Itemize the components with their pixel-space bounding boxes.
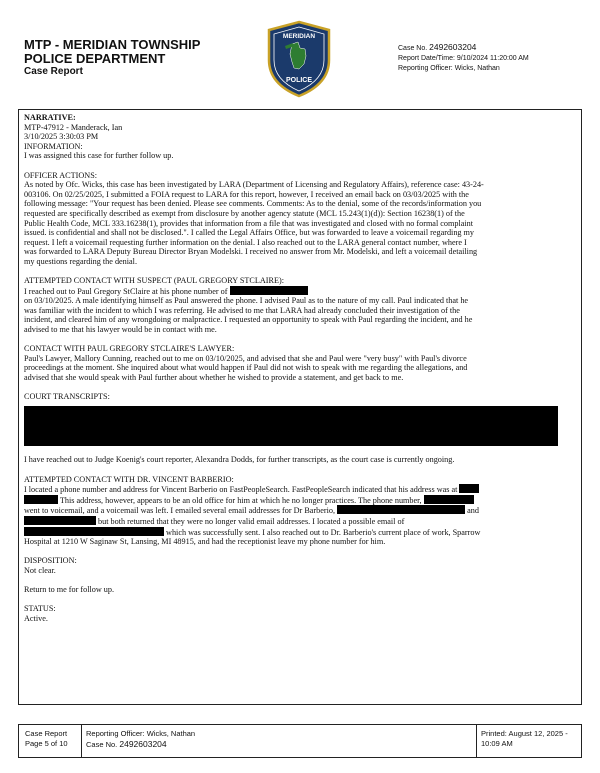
redaction-bar bbox=[24, 495, 58, 504]
disposition-note: Return to me for follow up. bbox=[24, 585, 115, 595]
narrative-datetime: 3/10/2025 3:30:03 PM bbox=[24, 132, 99, 142]
officer-actions-line: request. I left a voicemail requesting further information on the denial. I also reached out to the LARA general contact number, where I bbox=[24, 237, 467, 247]
suspect-contact-line bbox=[24, 286, 576, 297]
barberio-contact-heading: ATTEMPTED CONTACT WITH DR. VINCENT BARBERIO: bbox=[24, 474, 234, 484]
footer-officer-label: Reporting Officer: bbox=[86, 729, 145, 738]
court-transcripts-text: I have reached out to Judge Koenig's court reporter, Alexandra Dodds, for further transcripts, as the court case is currently ongoing. bbox=[24, 455, 455, 465]
seal-top-text: MERIDIAN bbox=[282, 33, 316, 40]
barberio-text: and bbox=[467, 506, 479, 516]
police-seal-icon bbox=[265, 20, 333, 98]
status-value: Active. bbox=[24, 613, 48, 623]
redaction-block bbox=[24, 406, 558, 446]
footer-divider bbox=[81, 725, 82, 757]
barberio-line bbox=[24, 516, 576, 527]
footer-doc-type: Case Report bbox=[25, 729, 68, 738]
redaction-bar bbox=[337, 505, 465, 514]
barberio-text: went to voicemail, and a voicemail was left. I emailed several email addresses for Dr Barberio, bbox=[24, 506, 336, 516]
case-no-label: Case No. bbox=[398, 45, 428, 52]
redaction-bar bbox=[424, 495, 474, 504]
officer-actions-line: As noted by Ofc. Wicks, this case has been investigated by LARA (Department of Licensing and Regulatory Affairs), reference case: 43-24- bbox=[24, 180, 484, 190]
status-heading: STATUS: bbox=[24, 604, 56, 614]
narrative-heading: NARRATIVE: bbox=[24, 113, 76, 122]
footer-officer-cell bbox=[86, 725, 386, 757]
case-meta bbox=[398, 42, 529, 74]
reporting-officer-value: Wicks, Nathan bbox=[454, 65, 500, 72]
reporting-officer-label: Reporting Officer: bbox=[398, 65, 453, 72]
footer-page-number: Page 5 of 10 bbox=[25, 739, 68, 748]
footer-case-label: Case No. bbox=[86, 740, 118, 749]
suspect-contact-line: on 03/10/2025. A male identifying himself as Paul answered the phone. I advised Paul as to the nature of my call. Paul indicated that he bbox=[24, 296, 469, 306]
disposition-heading: DISPOSITION: bbox=[24, 556, 77, 566]
redaction-bar bbox=[459, 484, 479, 493]
seal-bottom-text: POLICE bbox=[285, 77, 313, 84]
agency-line-2: POLICE DEPARTMENT bbox=[24, 51, 166, 66]
redaction-bar bbox=[24, 527, 164, 536]
page-footer bbox=[18, 724, 582, 758]
officer-actions-line: 003106. On 02/25/2025, I submitted a FOIA request to LARA for this report, however, I received an email back on 03/03/2025 with the bbox=[24, 189, 469, 199]
narrative-content bbox=[24, 113, 576, 624]
agency-name bbox=[24, 38, 200, 66]
suspect-contact-line1: I reached out to Paul Gregory StClaire at his phone number of bbox=[24, 286, 228, 296]
court-transcripts-heading: COURT TRANSCRIPTS: bbox=[24, 392, 110, 402]
barberio-line: Hospital at 1210 W Saginaw St, Lansing, MI 48915, and had the receptionist leave my phone number for him. bbox=[24, 537, 386, 547]
disposition-value: Not clear. bbox=[24, 565, 56, 575]
officer-actions-line: following message: "Your request has been denied. Please see comments. Comments: As to the denial, some of the records/information you bbox=[24, 199, 482, 209]
footer-officer-value: Wicks, Nathan bbox=[146, 729, 196, 738]
suspect-contact-line: advised to me that his lawyer would be in contact with me. bbox=[24, 325, 217, 335]
information-heading: INFORMATION: bbox=[24, 141, 83, 151]
lawyer-contact-line: Paul's Lawyer, Mallory Cunning, reached out to me on 03/10/2025, and advised that she and Paul were "very busy" with Paul's divorce bbox=[24, 353, 467, 363]
redaction-bar bbox=[24, 516, 96, 525]
barberio-text: This address, however, appears to be an old office for him at which he no longer practices. The phone number, bbox=[58, 495, 422, 505]
officer-actions-line: my questions regarding the denial. bbox=[24, 256, 138, 266]
doc-type-label: Case Report bbox=[24, 66, 83, 77]
barberio-line bbox=[24, 527, 576, 538]
officer-actions-line: requested are specifically described as exempt from disclosure by another agency statute (MCL 15.243(1)(d)): Section 16238(1) of the bbox=[24, 208, 465, 218]
lawyer-contact-line: advised that she would speak with Paul further about whether he wished to provide a statement, and get back to me. bbox=[24, 373, 404, 383]
case-number-row bbox=[398, 42, 529, 54]
barberio-line bbox=[24, 505, 576, 516]
lawyer-contact-heading: CONTACT WITH PAUL GREGORY STCLAIRE'S LAWYER: bbox=[24, 344, 235, 354]
agency-line-1: MTP - MERIDIAN TOWNSHIP bbox=[24, 37, 201, 52]
footer-officer-row bbox=[86, 729, 386, 739]
barberio-text: which was successfully sent. I also reached out to Dr. Barberio's current place of work, Sparrow bbox=[166, 527, 481, 537]
case-no-value: 2492603204 bbox=[429, 42, 477, 52]
barberio-text: but both returned that they were no longer valid email addresses. I located a possible email of bbox=[98, 516, 405, 526]
barberio-line bbox=[24, 495, 576, 506]
information-text: I was assigned this case for further follow up. bbox=[24, 151, 174, 161]
report-datetime-label: Report Date/Time: bbox=[398, 55, 455, 62]
footer-case-value: 2492603204 bbox=[119, 739, 167, 749]
footer-doc-cell bbox=[25, 725, 77, 757]
footer-case-row bbox=[86, 739, 386, 750]
officer-actions-heading: OFFICER ACTIONS: bbox=[24, 170, 98, 180]
report-datetime-value: 9/10/2024 11:20:00 AM bbox=[456, 55, 529, 62]
officer-actions-line: issued. is confidential and shall not be disclosed.". I called the Legal Affairs Office, but was forwarded to leave a voicemail regarding my bbox=[24, 228, 475, 238]
suspect-contact-line: incident, and cleared him of any wrongdoing or malpractice. I requested an opportunity to speak with Paul regarding the incident, and he bbox=[24, 315, 473, 325]
barberio-line bbox=[24, 484, 576, 495]
footer-printed-date: Printed: August 12, 2025 - 10:09 AM bbox=[481, 729, 568, 748]
suspect-contact-heading: ATTEMPTED CONTACT WITH SUSPECT (PAUL GREGORY STCLAIRE): bbox=[24, 276, 284, 286]
redaction-bar bbox=[230, 286, 308, 295]
narrative-entry: MTP-47912 - Manderack, Ian bbox=[24, 122, 123, 132]
reporting-officer-row bbox=[398, 64, 529, 74]
lawyer-contact-line: proceedings at the moment. She inquired about what would happen if Paul did not wish to speak with me regarding the allegations, and bbox=[24, 363, 468, 373]
footer-divider bbox=[476, 725, 477, 757]
officer-actions-line: Public Health Code, MCL 333.16238(1), provides that information from a file that was investigated and closed with no formal complaint bbox=[24, 218, 474, 228]
suspect-contact-line: was familiar with the incident to which I was referring. He advised to me that LARA had already concluded their investigation of the bbox=[24, 305, 460, 315]
report-datetime-row bbox=[398, 54, 529, 64]
barberio-text: I located a phone number and address for Vincent Barberio on FastPeopleSearch. FastPeopleSearch indicated that his address was at bbox=[24, 485, 458, 495]
officer-actions-line: was forwarded to LARA Deputy Bureau Director Bryan Modelski. I received no answer from Mr. Modelski, and left a voicemail detailing bbox=[24, 247, 478, 257]
